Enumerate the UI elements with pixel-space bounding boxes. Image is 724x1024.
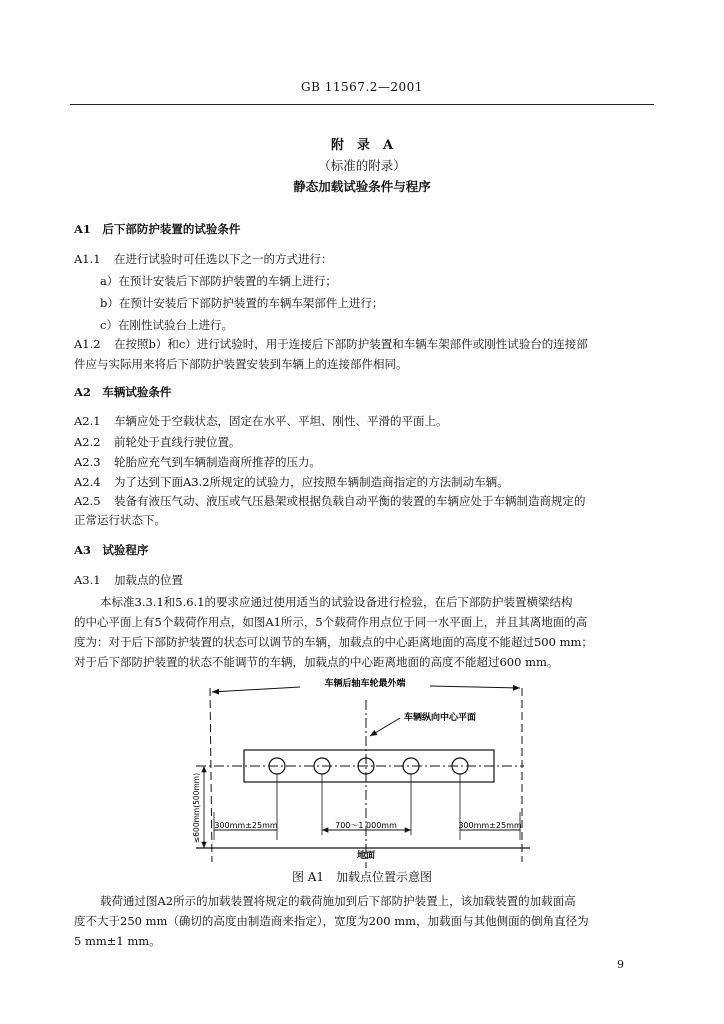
clause-a2-3 [74, 454, 321, 470]
clause-a2-5-cont: 正常运行状态下。 [74, 513, 166, 527]
list-item-c: c）在刚性试验台上进行。 [100, 318, 233, 332]
label-height: ≤600mm(500mm) [192, 773, 201, 843]
closing-line: 载荷通过图A2所示的加载装置将规定的载荷施加到后下部防护装置上，该加载装置的加载面高 [100, 894, 576, 908]
paragraph-line: 本标准3.3.1和5.6.1的要求应通过使用适当的试验设备进行检验，在后下部防护装置横梁结构 [100, 595, 573, 609]
clause-number: A2.3 [74, 455, 101, 469]
section-a1-heading: A1 后下部防护装置的试验条件 [74, 222, 241, 236]
page-number: 9 [617, 958, 624, 971]
header-rule [70, 104, 654, 105]
clause-a1-2 [74, 336, 588, 352]
wheel-dim-line-right [430, 686, 520, 688]
clause-a1-1 [74, 251, 333, 267]
figure-a1-diagram [180, 672, 560, 872]
clause-number: A2.4 [74, 475, 101, 489]
clause-a2-2 [74, 434, 241, 450]
clause-a1-2-cont: 件应与实际用来将后下部防护装置安装到车辆上的连接部件相同。 [74, 357, 408, 371]
label-ground: 地面 [356, 851, 376, 861]
center-plane-leader [370, 718, 400, 736]
clause-number: A3.1 [74, 573, 101, 587]
label-middle-distance: 700～1 000mm [335, 821, 397, 830]
paragraph-line: 度为：对于后下部防护装置的状态可以调节的车辆，加载点的中心距离地面的高度不能超过500 mm； [74, 635, 593, 649]
paragraph-line: 的中心平面上有5个载荷作用点，如图A1所示，5个载荷作用点位于同一水平面上，并且其离地面的高 [74, 615, 588, 629]
clause-text: 在按照b）和c）进行试验时，用于连接后下部防护装置和车辆车架部件或刚性试验台的连接部 [114, 337, 588, 351]
closing-line: 度不大于250 mm（确切的高度由制造商来指定），宽度为200 mm，加载面与其他侧面的倒角直径为 [74, 914, 589, 928]
clause-number: A1.1 [74, 252, 101, 266]
clause-a3-1 [74, 572, 183, 588]
section-a3-heading: A3 试验程序 [74, 543, 149, 557]
clause-text: 车辆应处于空载状态，固定在水平、平坦、刚性、平滑的平面上。 [114, 414, 448, 428]
clause-number: A1.2 [74, 337, 101, 351]
clause-a2-4 [74, 474, 509, 490]
clause-number: A2.5 [74, 494, 101, 508]
clause-a2-1 [74, 413, 448, 429]
closing-line: 5 mm±1 mm。 [74, 934, 161, 948]
clause-text: 装备有液压气动、液压或气压悬架或根据负载自动平衡的装置的车辆应处于车辆制造商规定的 [114, 494, 586, 508]
section-a2-heading: A2 车辆试验条件 [74, 385, 172, 399]
clause-number: A2.2 [74, 435, 101, 449]
wheel-outer-line-left [210, 688, 212, 862]
list-item-a: a）在预计安装后下部防护装置的车辆上进行； [100, 274, 337, 288]
wheel-dim-line-left [212, 687, 300, 692]
appendix-subtitle: （标准的附录） [318, 158, 406, 173]
clause-text: 前轮处于直线行驶位置。 [114, 435, 241, 449]
clause-text: 在进行试验时可任选以下之一的方式进行： [114, 252, 333, 266]
list-item-b: b）在预计安装后下部防护装置的车辆车架部件上进行； [100, 296, 384, 310]
clause-text: 轮胎应充气到车辆制造商所推荐的压力。 [114, 455, 321, 469]
label-right-distance: 300mm±25mm [458, 821, 522, 830]
figure-caption: 图 A1 加载点位置示意图 [291, 870, 433, 884]
document-header: GB 11567.2—2001 [301, 80, 423, 94]
paragraph-line: 对于后下部防护装置的状态不能调节的车辆，加载点的中心距离地面的高度不能超过600 mm。 [74, 655, 559, 669]
label-left-distance: 300mm±25mm [214, 821, 278, 830]
label-center-plane: 车辆纵向中心平面 [404, 713, 477, 723]
appendix-title: 附 录 A [330, 138, 394, 153]
clause-text: 加载点的位置 [114, 573, 183, 587]
clause-a2-5 [74, 493, 586, 509]
clause-number: A2.1 [74, 414, 101, 428]
clause-text: 为了达到下面A3.2所规定的试验力，应按照车辆制造商指定的方法制动车辆。 [114, 475, 509, 489]
label-wheel-outer: 车辆后轴车轮最外端 [324, 679, 406, 689]
appendix-name: 静态加载试验条件与程序 [293, 179, 431, 194]
